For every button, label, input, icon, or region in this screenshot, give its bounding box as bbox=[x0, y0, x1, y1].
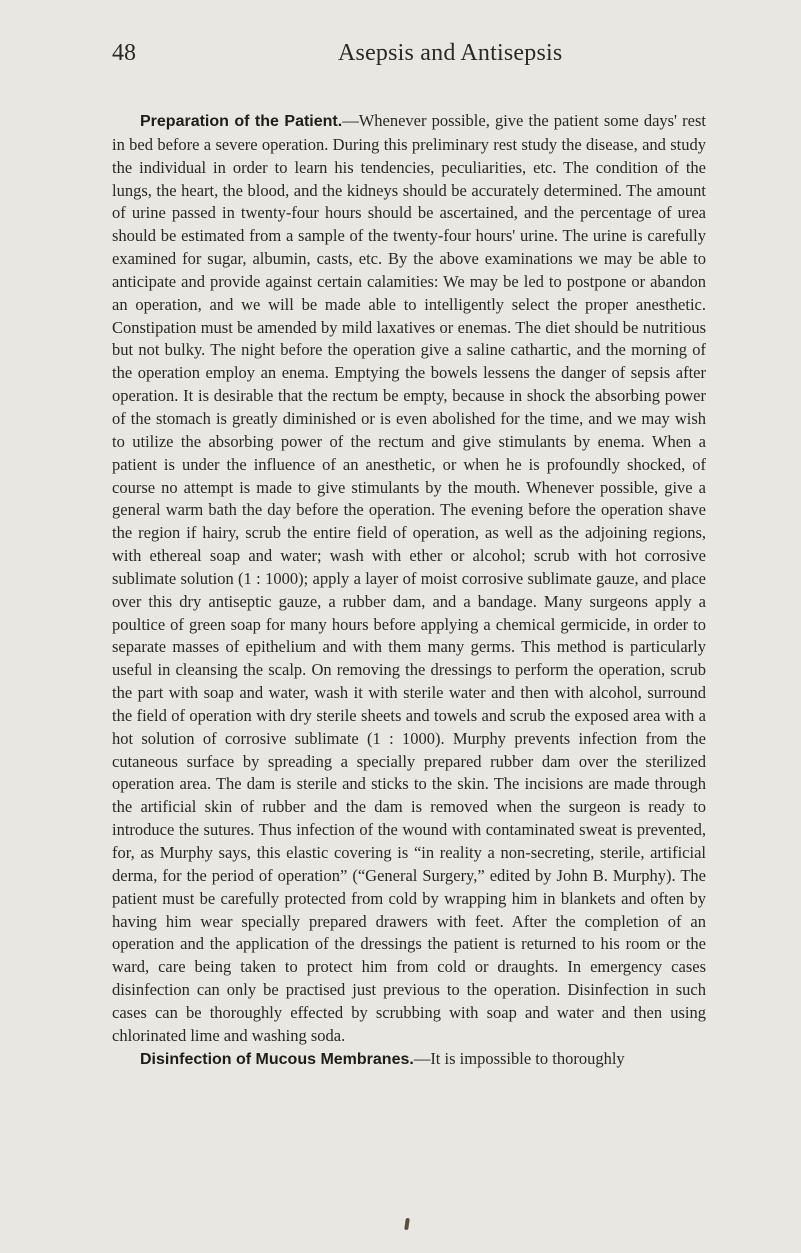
paragraph-text: —Whenever possible, give the patient some days' rest in bed before a severe operation. During this preliminary rest study the disease, and study the individual in order to learn his tendencies, peculiarities, etc. The condition of the lungs, the heart, the blood, and the kidneys should be accurately determined. The amount of urine passed in twenty-four hours should be ascertained, and the percentage of urea should be estimated from a sample of the twenty-four hours' urine. The urine is carefully examined for sugar, albumin, casts, etc. By the above examinations we may be able to anticipate and provide against certain calamities: We may be led to postpone or abandon an operation, and we will be made able to intelligently select the proper anesthetic. Constipation must be amended by mild laxatives or enemas. The diet should be nutritious but not bulky. The night before the operation give a saline cathartic, and the morning of the operation employ an enema. Emptying the bowels lessens the danger of sepsis after operation. It is desirable that the rectum be empty, because in shock the absorbing power of the stomach is greatly diminished or is even abolished for the time, and we may wish to utilize the absorbing power of the rectum and give stimulants by enema. When a patient is under the influence of an anesthetic, or when he is profoundly shocked, of course no attempt is made to give stimulants by the mouth. Whenever possible, give a general warm bath the day before the operation. The evening before the operation shave the region if hairy, scrub the entire field of operation, as well as the adjoining regions, with ethereal soap and water; wash with ether or alcohol; scrub with hot corrosive sublimate solution (1 : 1000); apply a layer of moist corrosive sublimate gauze, and place over this dry antiseptic gauze, a rubber dam, and a bandage. Many surgeons apply a poultice of green soap for many hours before applying a chemical germicide, in order to separate masses of epithelium and with them many germs. This method is particularly useful in cleansing the scalp. On removing the dressings to perform the operation, scrub the part with soap and water, wash it with sterile water and then with alcohol, surround the field of operation with dry sterile sheets and towels and scrub the exposed area with a hot solution of corrosive sublimate (1 : 1000). Murphy prevents infection from the cutaneous surface by spreading a specially prepared rubber dam over the sterilized operation area. The dam is sterile and sticks to the skin. The incisions are made through the artificial skin of rubber and the dam is removed when the surgeon is ready to introduce the sutures. Thus infection of the wound with contaminated sweat is prevented, for, as Murphy says, this elastic covering is “in reality a non-secreting, sterile, artificial derma, for the period of operation” (“General Surgery,” edited by John B. Murphy). The patient must be carefully protected from cold by wrapping him in blankets and often by having him wear specially prepared drawers with feet. After the completion of an operation and the application of the dressings the patient is returned to his room or the ward, care being taken to protect him from cold or draughts. In emergency cases disinfection can only be practised just previous to the operation. Disinfection in such cases can be thoroughly effected by scrubbing with soap and water and then using chlorinated lime and washing soda. bbox=[112, 111, 706, 1045]
page-number: 48 bbox=[112, 40, 136, 66]
running-head bbox=[0, 40, 801, 80]
paragraph-text: —It is impossible to thoroughly bbox=[413, 1048, 625, 1068]
paragraph-preparation-of-patient bbox=[112, 110, 706, 1048]
paragraph-disinfection-mucous-membranes bbox=[112, 1048, 706, 1072]
running-head-title: Asepsis and Antisepsis bbox=[338, 40, 563, 66]
body-text bbox=[112, 110, 706, 1071]
section-heading: Disinfection of Mucous Membranes. bbox=[140, 1050, 414, 1068]
section-heading: Preparation of the Patient. bbox=[140, 113, 343, 130]
ink-mark bbox=[404, 1218, 410, 1230]
